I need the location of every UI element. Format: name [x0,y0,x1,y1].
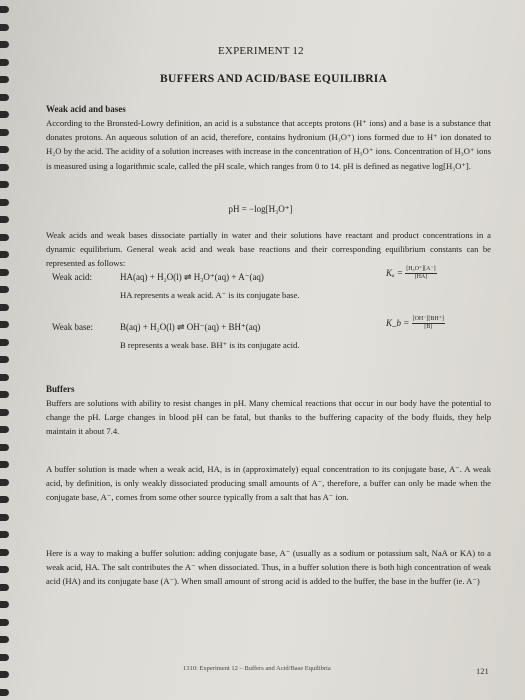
ph-equation: pH = −log[H₃O⁺] [228,204,293,214]
weak-acid-note: HA represents a weak acid. A⁻ is its conjugate base. [120,290,300,300]
binding-ring [0,339,9,346]
binding-ring [0,531,9,538]
binding-ring [0,129,9,136]
binding-ring [0,566,9,573]
binding-ring [0,426,9,433]
binding-ring [0,479,9,486]
buffers-paragraph-1: Buffers are solutions with ability to resist changes in pH. Many chemical reactions that occur in our body have the potential to change the pH. Large changes in blood pH can be fatal, but thanks to the buffering capacity of the body fluids, they help maintain it about 7.4. [46,398,491,437]
binding-ring [0,409,9,416]
binding-ring [0,636,9,643]
binding-ring [0,304,9,311]
weak-base-reaction: B(aq) + H₂O(l) ⇌ OH⁻(aq) + BH⁺(aq) [120,322,261,332]
binding-ring [0,24,9,31]
kb-numerator: [OH⁻][BH⁺] [412,316,444,323]
binding-ring [0,286,9,293]
binding-ring [0,689,9,696]
equilibria-paragraph: Weak acids and weak bases dissociate partially in water and their solutions have reactant and product concentrations in a dynamic equilibrium. General weak acid and weak base reactions and their corresponding equilibrium constants can be represented as follows: [46,230,491,269]
binding-ring [0,654,9,661]
weak-acid-reaction: HA(aq) + H₂O(l) ⇌ H₃O⁺(aq) + A⁻(aq) [120,272,264,282]
binding-ring [0,6,9,13]
binding-ring [0,391,9,398]
binding-ring [0,356,9,363]
spiral-binding [0,0,14,700]
binding-ring [0,549,9,556]
binding-ring [0,199,9,206]
binding-ring [0,111,9,118]
ka-symbol: Kₐ = [386,268,403,278]
page-footer: 1310: Experiment 12 – Buffers and Acid/Base Equilibria [183,665,331,672]
ka-denominator: [HA] [414,274,428,281]
ka-fraction [405,266,436,281]
binding-ring [0,321,9,328]
buffers-paragraph-2: A buffer solution is made when a weak acid, HA, is in (approximately) equal concentration to its conjugate base, A⁻. A weak acid, by definition, is only weakly dissociated producing small amounts of A⁻, therefore, a buffer can only be made when the conjugate base, A⁻, comes from some other source typically from a salt that has A⁻ ion. [46,464,491,503]
binding-ring [0,181,9,188]
binding-ring [0,251,9,258]
page-content [38,0,498,700]
binding-ring [0,514,9,521]
binding-ring [0,444,9,451]
binding-ring [0,41,9,48]
page-number: 121 [476,666,489,676]
ka-numerator: [H₃O⁺][A⁻] [406,266,436,273]
binding-ring [0,496,9,503]
buffers-paragraph-3: Here is a way to making a buffer solution: adding conjugate base, A⁻ (usually as a sodium or potassium salt, NaA or KA) to a weak acid, HA. The salt contributes the A⁻ when dissociated. Thus, in a buffer solution there is both high concentration of weak acid (HA) and its conjugate base (A⁻). When small amount of strong acid is added to the buffer, the base in the buffer (ie. A⁻) [46,548,491,587]
ka-expression [386,266,437,281]
weak-base-label: Weak base: [52,322,94,332]
binding-ring [0,146,9,153]
binding-ring [0,374,9,381]
weak-acid-bases-heading: Weak acid and bases [46,104,126,114]
binding-ring [0,269,9,276]
binding-ring [0,601,9,608]
binding-ring [0,94,9,101]
binding-ring [0,619,9,626]
kb-fraction [412,316,445,331]
kb-symbol: K_b = [386,318,410,328]
kb-denominator: [B] [424,324,433,331]
binding-ring [0,461,9,468]
page-title: BUFFERS AND ACID/BASE EQUILIBRIA [160,73,388,85]
binding-ring [0,671,9,678]
binding-ring [0,59,9,66]
binding-ring [0,584,9,591]
weak-acid-bases-paragraph: According to the Bronsted-Lowry definition, an acid is a substance that accepts protons (H⁺ ions) and a base is a substance that donates protons. An aqueous solution of an acid, therefore, contains hydronium (H₃O⁺) ions formed due to H⁺ ion donated to H₂O by the acid. The acidity of a solution increases with increase in the concentration of H₃O⁺ ions. Concentration of H₃O⁺ ions is measured using a logarithmic scale, called the pH scale, which ranges from 0 to 14. pH is defined as negative log[H₃O⁺]. [46,118,491,171]
binding-ring [0,164,9,171]
weak-acid-label: Weak acid: [52,272,93,282]
buffers-heading: Buffers [46,384,75,394]
binding-ring [0,76,9,83]
kb-expression [386,316,445,331]
binding-ring [0,216,9,223]
experiment-number: EXPERIMENT 12 [218,45,304,57]
binding-ring [0,234,9,241]
weak-base-note: B represents a weak base. BH⁺ is its conjugate acid. [120,340,300,350]
